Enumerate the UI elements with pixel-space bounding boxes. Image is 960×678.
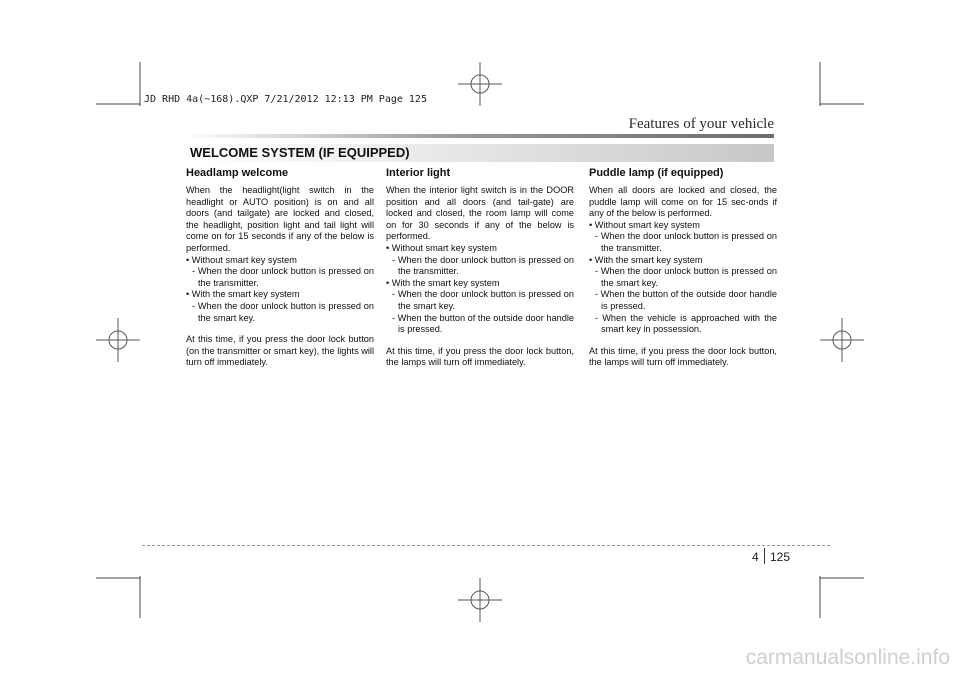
list-item [386,243,574,255]
header-rule [184,134,774,138]
column-closing: At this time, if you press the door lock button, the lamps will turn off immediately. [386,345,574,368]
column-heading: Interior light [386,167,451,179]
page-number-separator [764,548,765,564]
sub-item: - When the button of the outside door handle is pressed. [595,289,777,311]
page-number: 125 [770,550,791,564]
list-item [186,289,374,301]
sub-item: - When the door unlock button is pressed on the smart key. [595,266,777,288]
sub-item: - When the door unlock button is pressed on the smart key. [192,300,374,323]
print-slug-line: JD RHD 4a(~168).QXP 7/21/2012 12:13 PM Page 125 [144,94,427,105]
condition-list [386,243,574,336]
sub-item: - When the door unlock button is pressed on the transmitter. [392,254,574,277]
list-item [386,278,574,290]
sub-item: - When the door unlock button is pressed on the transmitter. [192,266,374,288]
registration-mark-left [96,318,140,362]
bullet-label: • Without smart key system [186,255,297,265]
bullet-label: • With the smart key system [386,278,500,288]
footer-divider [142,545,830,546]
column-heading: Headlamp welcome [186,167,289,179]
bullet-label: • With the smart key system [589,255,703,265]
condition-list [186,255,374,325]
watermark-text: carmanualsonline.info [745,646,950,669]
banner-title: WELCOME SYSTEM (IF EQUIPPED) [190,145,410,160]
column-closing: At this time, if you press the door lock button, the lamps will turn off immediately. [589,345,777,368]
column-headlamp-welcome [186,167,374,369]
registration-mark-bottom [458,578,502,622]
column-closing: At this time, if you press the door lock button (on the transmitter or smart key), the lights will turn off immediately. [186,334,374,368]
column-intro: When the headlight(light switch in the headlight or AUTO position) is on and all doors (and tailgate) are locked and closed, the headlight, position light and tail light will come on for 15 seconds if any of the below is performed. [186,185,374,253]
bullet-label: • Without smart key system [386,243,497,253]
bullet-label: • With the smart key system [186,289,300,299]
sub-item: - When the door unlock button is pressed on the transmitter. [595,231,777,253]
registration-mark-right [820,318,864,362]
chapter-number: 4 [752,550,759,564]
list-item [186,255,374,267]
list-item [589,220,777,232]
column-heading: Puddle lamp (if equipped) [589,167,724,179]
column-intro: When all doors are locked and closed, the puddle lamp will come on for 15 sec-onds if any of the below is performed. [589,185,777,219]
registration-mark-top [458,62,502,106]
section-label: Features of your vehicle [628,116,774,132]
column-interior-light [386,167,574,369]
sub-item: - When the button of the outside door handle is pressed. [392,312,574,335]
column-intro: When the interior light switch is in the DOOR position and all doors (and tail-gate) are locked and closed, the room lamp will come on for 30 seconds if any of the below is performed. [386,185,574,242]
sub-item: - When the door unlock button is pressed on the smart key. [392,289,574,311]
list-item [589,255,777,267]
column-puddle-lamp [589,167,777,369]
section-banner [184,144,774,162]
sub-item: - When the vehicle is approached with the smart key in possession. [595,312,777,335]
condition-list [589,220,777,336]
bullet-label: • Without smart key system [589,220,700,230]
